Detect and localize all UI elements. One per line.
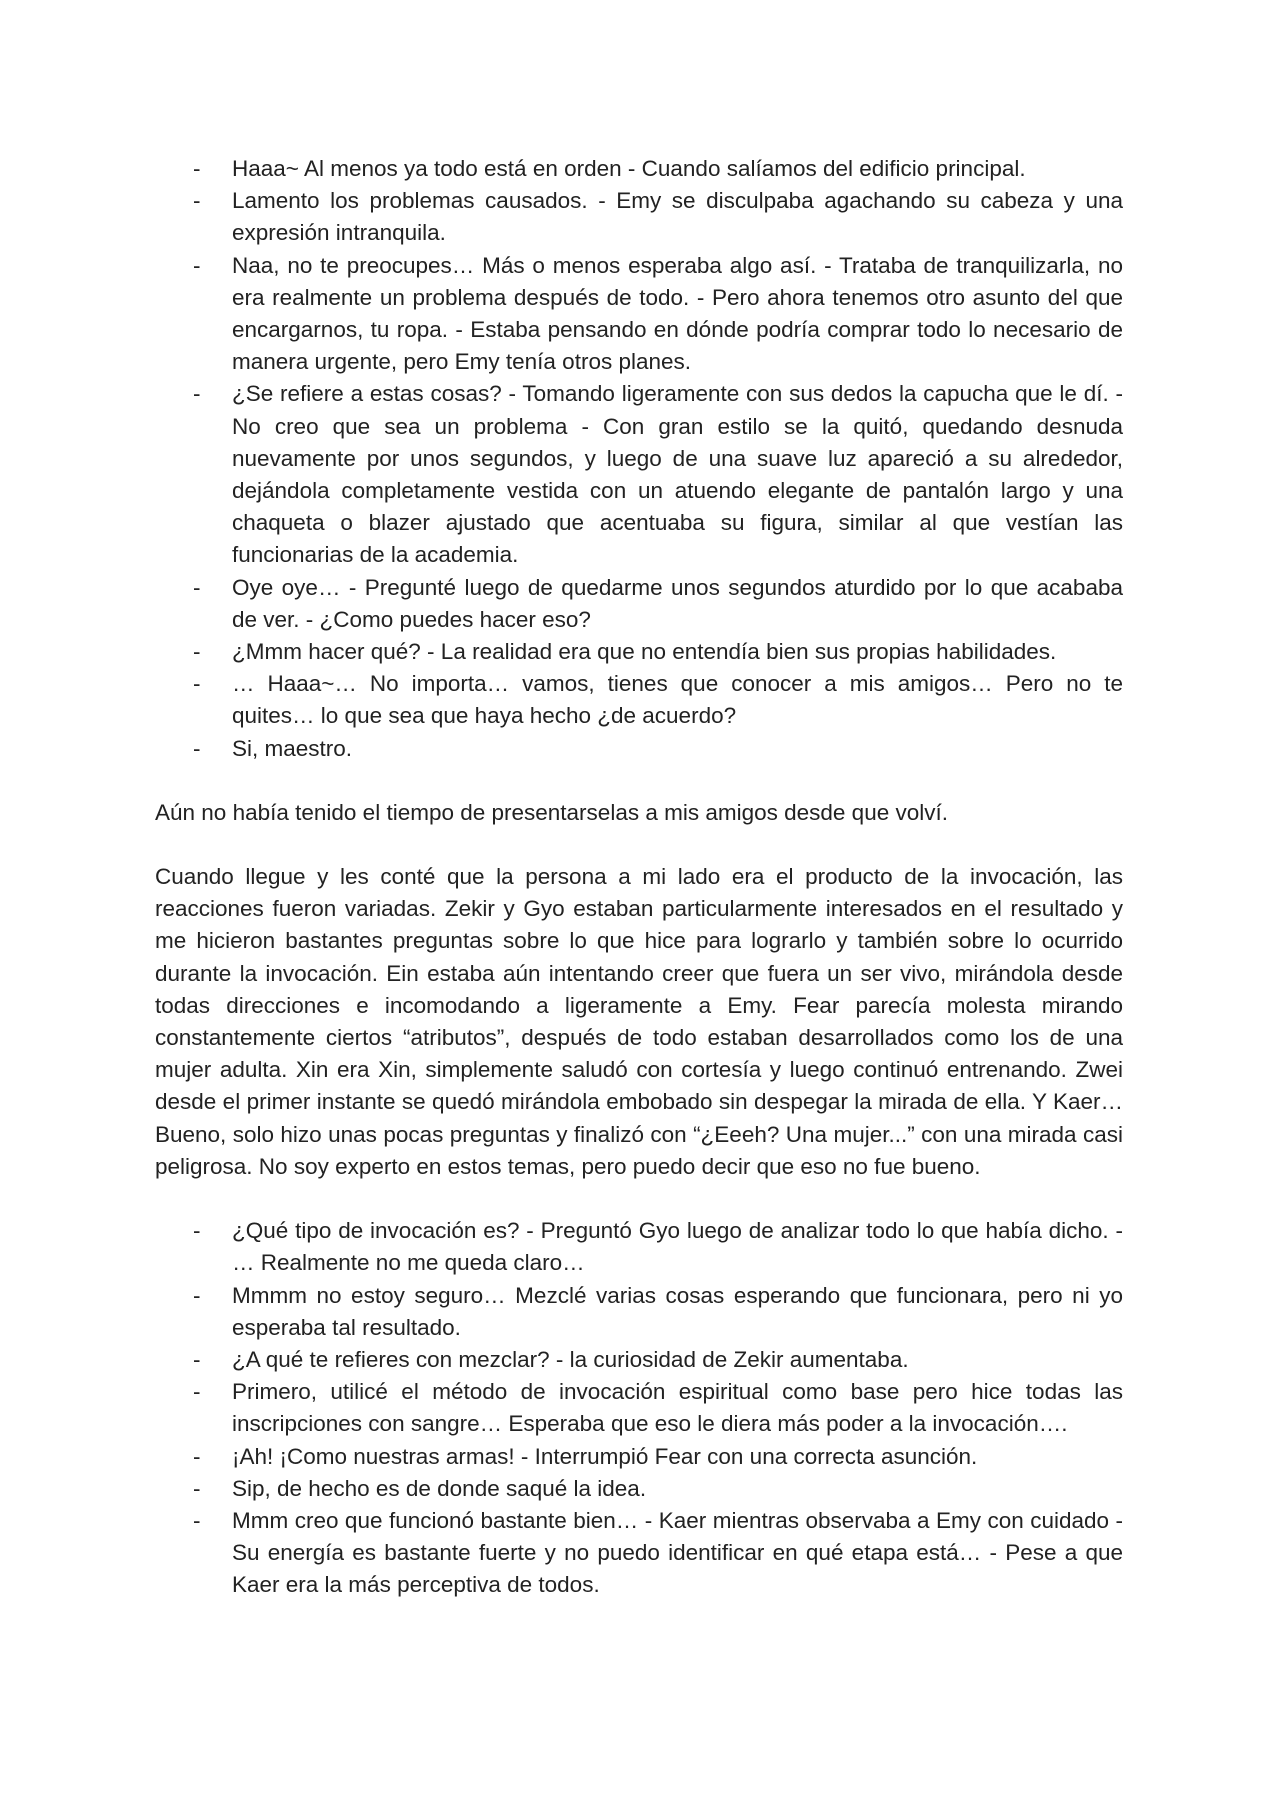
- dialogue-line: - Naa, no te preocupes… Más o menos esperaba algo así. - Trataba de tranquilizarla, no era realmente un problema después de todo. - Pero ahora tenemos otro asunto del que encargarnos, tu ropa. - Estaba pensando en dónde podría comprar todo lo necesario de manera urgente, pero Emy tenía otros planes.: [155, 250, 1123, 379]
- paragraph-spacer: [155, 765, 1123, 797]
- dialogue-line: - … Haaa~… No importa… vamos, tienes que conocer a mis amigos… Pero no te quites… lo que sea que haya hecho ¿de acuerdo?: [155, 668, 1123, 732]
- dialogue-line: - ¿Mmm hacer qué? - La realidad era que no entendía bien sus propias habilidades.: [155, 636, 1123, 668]
- dialogue-line: - Mmmm no estoy seguro… Mezclé varias cosas esperando que funcionara, pero ni yo esperaba tal resultado.: [155, 1280, 1123, 1344]
- page-content: [155, 153, 1123, 1602]
- dialogue-line: - Sip, de hecho es de donde saqué la idea.: [155, 1473, 1123, 1505]
- dialogue-line: - Mmm creo que funcionó bastante bien… - Kaer mientras observaba a Emy con cuidado - Su energía es bastante fuerte y no puedo identificar en qué etapa está… - Pese a que Kaer era la más perceptiva de todos.: [155, 1505, 1123, 1602]
- dialogue-list-2: [155, 1215, 1123, 1601]
- dialogue-line: - Haaa~ Al menos ya todo está en orden - Cuando salíamos del edificio principal.: [155, 153, 1123, 185]
- dialogue-line: - ¡Ah! ¡Como nuestras armas! - Interrumpió Fear con una correcta asunción.: [155, 1441, 1123, 1473]
- dialogue-line: - ¿Qué tipo de invocación es? - Preguntó Gyo luego de analizar todo lo que había dicho. - … Realmente no me queda claro…: [155, 1215, 1123, 1279]
- narrative-paragraph: Cuando llegue y les conté que la persona a mi lado era el producto de la invocación, las reacciones fueron variadas. Zekir y Gyo estaban particularmente interesados en el resultado y me hicieron bastantes preguntas sobre lo que hice para lograrlo y también sobre lo ocurrido durante la invocación. Ein estaba aún intentando creer que fuera un ser vivo, mirándola desde todas direcciones e incomodando a ligeramente a Emy. Fear parecía molesta mirando constantemente ciertos “atributos”, después de todo estaban desarrollados como los de una mujer adulta. Xin era Xin, simplemente saludó con cortesía y luego continuó entrenando. Zwei desde el primer instante se quedó mirándola embobado sin despegar la mirada de ella. Y Kaer… Bueno, solo hizo unas pocas preguntas y finalizó con “¿Eeeh? Una mujer...” con una mirada casi peligrosa. No soy experto en estos temas, pero puedo decir que eso no fue bueno.: [155, 864, 1123, 1179]
- dialogue-line: - Oye oye… - Pregunté luego de quedarme unos segundos aturdido por lo que acababa de ver. - ¿Como puedes hacer eso?: [155, 572, 1123, 636]
- paragraph-spacer: [155, 829, 1123, 861]
- dialogue-list-1: [155, 153, 1123, 765]
- dialogue-line: - Si, maestro.: [155, 733, 1123, 765]
- dialogue-line: - ¿Se refiere a estas cosas? - Tomando ligeramente con sus dedos la capucha que le dí. - No creo que sea un problema - Con gran estilo se la quitó, quedando desnuda nuevamente por unos segundos, y luego de una suave luz apareció a su alrededor, dejándola completamente vestida con un atuendo elegante de pantalón largo y una chaqueta o blazer ajustado que acentuaba su figura, similar al que vestían las funcionarias de la academia.: [155, 378, 1123, 571]
- dialogue-line: - Lamento los problemas causados. - Emy se disculpaba agachando su cabeza y una expresión intranquila.: [155, 185, 1123, 249]
- paragraph-spacer: [155, 1183, 1123, 1215]
- narrative-paragraph: Aún no había tenido el tiempo de presentarselas a mis amigos desde que volví.: [155, 799, 948, 825]
- dialogue-line: - ¿A qué te refieres con mezclar? - la curiosidad de Zekir aumentaba.: [155, 1344, 1123, 1376]
- dialogue-line: - Primero, utilicé el método de invocación espiritual como base pero hice todas las inscripciones con sangre… Esperaba que eso le diera más poder a la invocación….: [155, 1376, 1123, 1440]
